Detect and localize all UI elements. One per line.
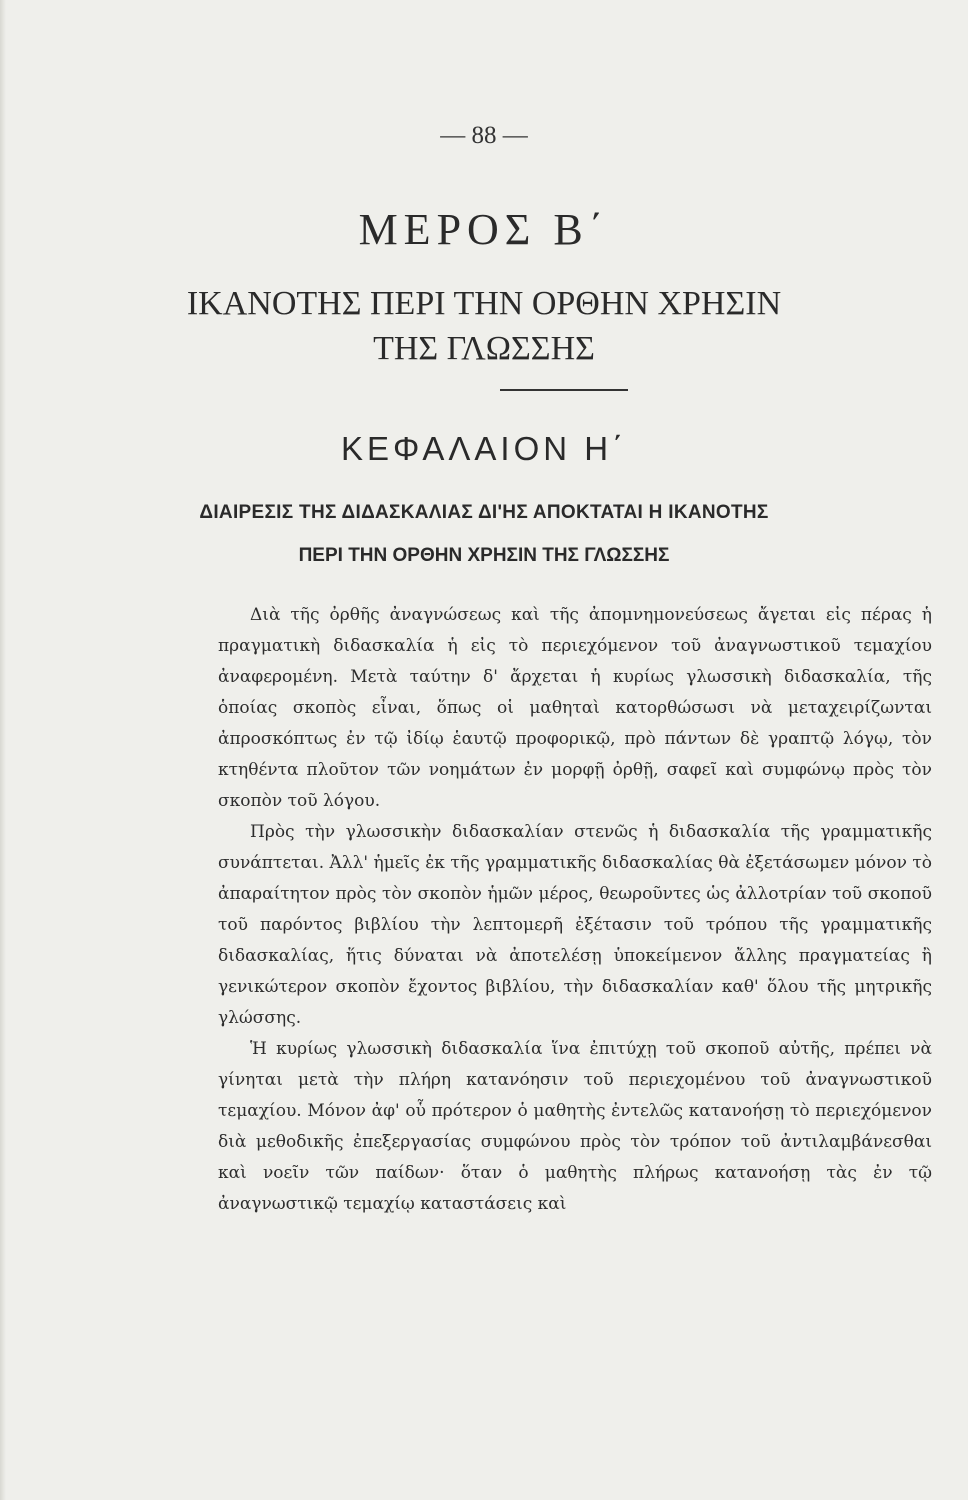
chapter-title: ΚΕΦΑΛΑΙΟΝ Η΄	[340, 430, 628, 467]
chapter-heading-line-1: ΔΙΑΙΡΕΣΙΣ ΤΗΣ ΔΙΔΑΣΚΑΛΙΑΣ ΔΙ'ΗΣ ΑΠΟΚΤΑΤΑΙ Η ΙΚΑΝΟΤΗΣ	[199, 502, 769, 523]
body-text	[218, 600, 932, 1220]
paragraph-3: Ἡ κυρίως γλωσσικὴ διδασκαλία ἵνα ἐπιτύχῃ τοῦ σκοποῦ αὐτῆς, πρέπει νὰ γίνηται μετὰ τὴν πλήρη κατανόησιν τοῦ περιεχομένου τοῦ ἀναγνωστικοῦ τεμαχίου. Μόνον ἀφ' οὗ πρότερον ὁ μαθητὴς ἐντελῶς κατανοήσῃ τὸ περιεχόμενον διὰ μεθοδικῆς ἐπεξεργασίας συμφώνου πρὸς τὸν τρόπον τοῦ ἀντιλαμβάνεσθαι καὶ νοεῖν τῶν παίδων· ὅταν ὁ μαθητὴς πλήρως κατανοήσῃ τὰς ἐν τῷ ἀναγνωστικῷ τεμαχίῳ καταστάσεις καὶ	[218, 1039, 932, 1214]
part-subtitle-line-2: ΤΗΣ ΓΛΩΣΣΗΣ	[373, 330, 595, 367]
chapter-heading-line-2: ΠΕΡΙ ΤΗΝ ΟΡΘΗΝ ΧΡΗΣΙΝ ΤΗΣ ΓΛΩΣΣΗΣ	[298, 545, 670, 566]
part-subtitle-line-1: ΙΚΑΝΟΤΗΣ ΠΕΡΙ ΤΗΝ ΟΡΘΗΝ ΧΡΗΣΙΝ	[186, 285, 782, 322]
part-title: ΜΕΡΟΣ Β΄	[358, 205, 610, 254]
paragraph-2: Πρὸς τὴν γλωσσικὴν διδασκαλίαν στενῶς ἡ διδασκαλία τῆς γραμματικῆς συνάπτεται. Ἀλλ' ἡμεῖς ἐκ τῆς γραμματικῆς διδασκαλίας θὰ ἐξετάσωμεν μόνον τὸ ἀπαραίτητον πρὸς τὸν σκοπὸν ἡμῶν μέρος, θεωροῦντες ὡς ἀλλοτρίαν τοῦ σκοποῦ τοῦ παρόντος βιβλίου τὴν λεπτομερῆ ἐξέτασιν τοῦ τρόπου τῆς γραμματικῆς διδασκαλίας, ἥτις δύναται νὰ ἀποτελέσῃ ὑποκείμενον ἄλλης πραγματείας ἢ γενικώτερον σκοπὸν ἔχοντος βιβλίου, τὴν διδασκαλίαν καθ' ὅλου τῆς μητρικῆς γλώσσης.	[218, 822, 932, 1028]
section-divider-rule	[500, 389, 628, 391]
paragraph-1: Διὰ τῆς ὀρθῆς ἀναγνώσεως καὶ τῆς ἀπομνημονεύσεως ἄγεται εἰς πέρας ἡ πραγματικὴ διδασκαλία ἡ εἰς τὸ περιεχόμενον τοῦ ἀναγνωστικοῦ τεμαχίου ἀναφερομένη. Μετὰ ταύτην δ' ἄρχεται ἡ κυρίως γλωσσικὴ διδασκαλία, τῆς ὁποίας σκοπὸς εἶναι, ὅπως οἱ μαθηταὶ κατορθώσωσι νὰ μεταχειρίζωνται ἀπροσκόπτως ἐν τῷ ἰδίῳ ἑαυτῷ προφορικῷ, πρὸ πάντων δὲ γραπτῷ λόγῳ, τὸν κτηθέντα πλοῦτον τῶν νοημάτων ἐν μορφῇ ὀρθῇ, σαφεῖ καὶ συμφώνῳ πρὸς τὸν σκοπὸν τοῦ λόγου.	[218, 605, 932, 811]
page-number: — 88 —	[440, 122, 528, 149]
